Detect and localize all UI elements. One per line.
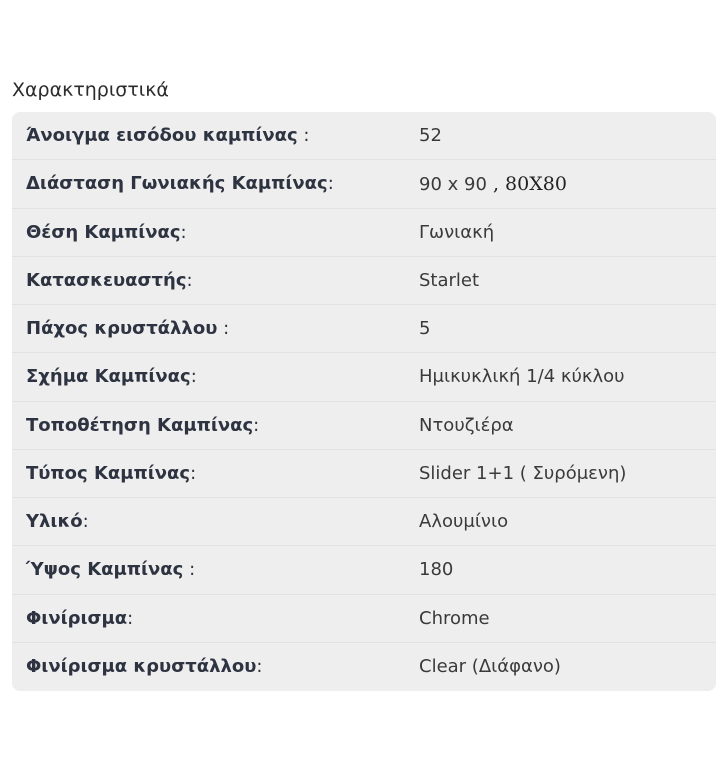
spec-label xyxy=(12,511,419,532)
spec-value: Slider 1+1 ( Συρόμενη) xyxy=(419,462,627,484)
spec-label-text: Πάχος κρυστάλλου xyxy=(26,318,218,340)
spec-row-material xyxy=(12,498,716,546)
spec-label-separator: : xyxy=(190,366,197,388)
spec-label-text: Τοποθέτηση Καμπίνας xyxy=(26,414,254,436)
spec-row-installation xyxy=(12,402,716,450)
spec-value: Αλουμίνιο xyxy=(419,511,509,533)
spec-value-text: 90 x 90 xyxy=(419,173,487,195)
spec-label-separator: : xyxy=(190,462,197,484)
spec-value: 180 xyxy=(419,559,454,581)
spec-row-finish xyxy=(12,595,716,643)
section-title: Χαρακτηριστικά xyxy=(12,79,169,101)
spec-label xyxy=(12,608,419,629)
spec-value: Starlet xyxy=(419,269,480,291)
spec-label-text: Ύψος Καμπίνας xyxy=(26,559,184,581)
specs-table xyxy=(12,112,716,691)
spec-row-glass-finish xyxy=(12,643,716,691)
spec-label-separator: : xyxy=(180,221,187,243)
spec-label-text: Θέση Καμπίνας xyxy=(26,221,181,243)
spec-label-separator: : xyxy=(297,125,310,147)
spec-row-position xyxy=(12,209,716,257)
spec-value: Clear (Διάφανο) xyxy=(419,656,561,678)
spec-label xyxy=(12,559,419,580)
spec-row-glass-thickness xyxy=(12,305,716,353)
spec-label-text: Φινίρισμα κρυστάλλου xyxy=(26,656,257,678)
spec-value-extra: , 80X80 xyxy=(486,172,567,195)
spec-label-text: Φινίρισμα xyxy=(26,607,128,629)
spec-label xyxy=(12,173,419,194)
spec-label-text: Τύπος Καμπίνας xyxy=(26,462,191,484)
spec-value: Ντουζιέρα xyxy=(419,414,514,436)
spec-row-shape xyxy=(12,353,716,401)
spec-label-text: Σχήμα Καμπίνας xyxy=(26,366,191,388)
spec-label-separator: : xyxy=(82,511,89,533)
spec-label-separator: : xyxy=(127,607,134,629)
spec-value: Chrome xyxy=(419,607,490,629)
spec-row-entrance-opening xyxy=(12,112,716,160)
spec-label xyxy=(12,270,419,291)
spec-label-separator: : xyxy=(186,269,193,291)
spec-label xyxy=(12,656,419,677)
spec-value xyxy=(419,173,716,195)
spec-label-separator: : xyxy=(256,656,263,678)
spec-label xyxy=(12,222,419,243)
spec-label xyxy=(12,366,419,387)
spec-label xyxy=(12,463,419,484)
spec-row-corner-dimension xyxy=(12,160,716,208)
spec-row-manufacturer xyxy=(12,257,716,305)
spec-row-height xyxy=(12,546,716,594)
spec-row-type xyxy=(12,450,716,498)
spec-value: Γωνιακή xyxy=(419,221,495,243)
spec-label-separator: : xyxy=(183,559,196,581)
spec-value: 52 xyxy=(419,125,442,147)
spec-label-text: Διάσταση Γωνιακής Καμπίνας xyxy=(26,173,328,195)
spec-label xyxy=(12,415,419,436)
spec-label xyxy=(12,125,419,146)
spec-label xyxy=(12,318,419,339)
spec-value: Ημικυκλική 1/4 κύκλου xyxy=(419,366,625,388)
spec-label-separator: : xyxy=(217,318,230,340)
spec-label-separator: : xyxy=(327,173,334,195)
spec-value: 5 xyxy=(419,318,431,340)
spec-label-text: Άνοιγμα εισόδου καμπίνας xyxy=(26,125,298,147)
spec-label-text: Κατασκευαστής xyxy=(26,269,187,291)
spec-label-text: Υλικό xyxy=(26,511,83,533)
spec-label-separator: : xyxy=(253,414,260,436)
